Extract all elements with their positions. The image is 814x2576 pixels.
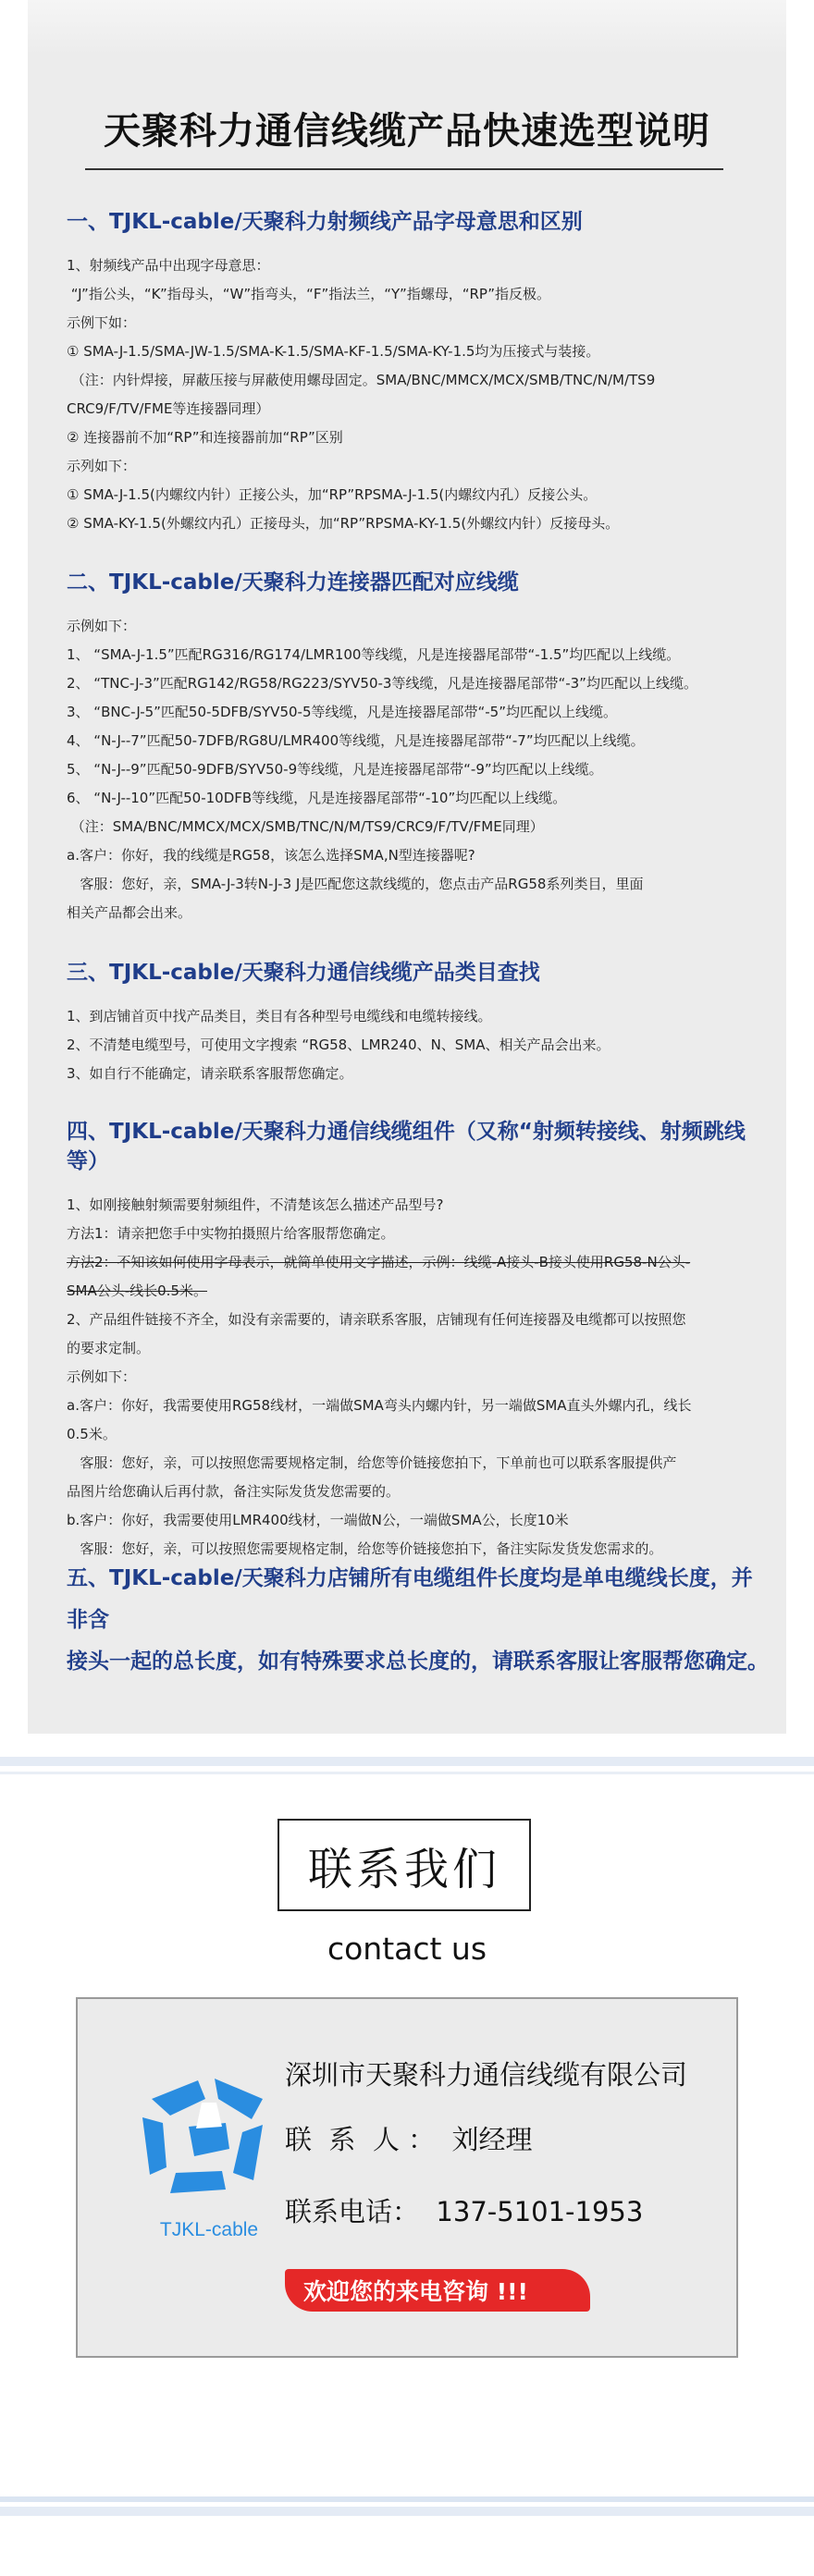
section-4-line: 客服：您好，亲，可以按照您需要规格定制，给您等价链接您拍下，下单前也可以联系客服提供产	[67, 1454, 677, 1471]
section-1-line: ① SMA-J-1.5(内螺纹内针）正接公头，加“RP”RPSMA-J-1.5(内螺纹内孔）反接公头。	[67, 486, 598, 503]
separator-band	[0, 1757, 814, 1766]
section-2-line: 3、 “BNC-J-5”匹配50-5DFB/SYV50-5等线缆，凡是连接器尾部带“-5”均匹配以上线缆。	[67, 704, 617, 720]
section-5-line-2: 接头一起的总长度，如有特殊要求总长度的，请联系客服让客服帮您确定。	[67, 1650, 769, 1674]
section-1-line: “J”指公头，“K”指母头，“W”指弯头，“F”指法兰，“Y”指螺母，“RP”指反极。	[67, 286, 551, 302]
section-4-line: 方法1：请亲把您手中实物拍摄照片给客服帮您确定。	[67, 1225, 395, 1242]
section-1-line: 1、射频线产品中出现字母意思：	[67, 257, 270, 274]
section-1-line: （注：内针焊接，屏蔽压接与屏蔽使用螺母固定。SMA/BNC/MMCX/MCX/SMB/TNC/N/M/TS9	[67, 372, 656, 388]
section-5	[67, 1558, 770, 1683]
section-4-body	[67, 1191, 770, 1564]
title-underline	[85, 168, 723, 170]
section-4-line: 0.5米。	[67, 1426, 117, 1442]
section-2-line: 5、 “N-J--9”匹配50-9DFB/SYV50-9等线缆，凡是连接器尾部带“-9”均匹配以上线缆。	[67, 761, 603, 778]
bottom-separator-line	[0, 2496, 814, 2502]
section-2-line: 相关产品都会出来。	[67, 904, 192, 921]
contact-subheading: contact us	[327, 1931, 487, 1967]
contact-phone: 联系电话： 137-5101-1953	[285, 2196, 644, 2227]
contact-heading: 联系我们	[278, 1819, 531, 1911]
section-3-line: 1、到店铺首页中找产品类目，类目有各种型号电缆线和电缆转接线。	[67, 1008, 492, 1024]
section-4-line: 客服：您好，亲，可以按照您需要规格定制，给您等价链接您拍下，备注实际发货发您需求的。	[67, 1540, 663, 1557]
company-logo-icon	[133, 2071, 281, 2201]
section-2-line: 6、 “N-J--10”匹配50-10DFB等线缆，凡是连接器尾部带“-10”均匹配以上线缆。	[67, 790, 567, 806]
section-4-line: b.客户：你好，我需要使用LMR400线材，一端做N公，一端做SMA公，长度10米	[67, 1512, 569, 1528]
section-5-line-1: 五、TJKL-cable/天聚科力店铺所有电缆组件长度均是单电缆线长度，并非含	[67, 1566, 753, 1632]
section-2-line: 4、 “N-J--7”匹配50-7DFB/RG8U/LMR400等线缆，凡是连接器尾部带“-7”均匹配以上线缆。	[67, 732, 645, 749]
section-2-line: a.客户：你好，我的线缆是RG58，该怎么选择SMA,N型连接器呢?	[67, 847, 475, 864]
section-1-line: ② SMA-KY-1.5(外螺纹内孔）正接母头，加“RP”RPSMA-KY-1.5(外螺纹内针）反接母头。	[67, 515, 620, 532]
section-2-line: 2、 “TNC-J-3”匹配RG142/RG58/RG223/SYV50-3等线缆，凡是连接器尾部带“-3”均匹配以上线缆。	[67, 675, 697, 692]
logo-text: TJKL-cable	[159, 2219, 259, 2240]
section-4-line: 的要求定制。	[67, 1340, 151, 1356]
section-3-heading: 三、TJKL-cable/天聚科力通信线缆产品类目查找	[67, 961, 540, 985]
section-4-line: 示例如下：	[67, 1368, 137, 1385]
section-2-body	[67, 612, 770, 927]
welcome-banner: 欢迎您的来电咨询 !!!	[285, 2269, 590, 2312]
section-1-body	[67, 251, 770, 538]
page-title: 天聚科力通信线缆产品快速选型说明	[104, 110, 710, 153]
section-3	[67, 958, 770, 1088]
section-1-line: CRC9/F/TV/FME等连接器同理）	[67, 400, 270, 417]
section-4	[67, 1117, 770, 1564]
section-4-line: 1、如刚接触射频需要射频组件，不清楚该怎么描述产品型号?	[67, 1196, 444, 1213]
section-3-line: 2、不清楚电缆型号，可使用文字搜索 “RG58、LMR240、N、SMA、相关产品会出来。	[67, 1037, 610, 1053]
section-1-heading: 一、TJKL-cable/天聚科力射频线产品字母意思和区别	[67, 210, 583, 234]
section-2-line: 示例如下：	[67, 618, 137, 634]
section-3-body	[67, 1002, 770, 1088]
section-4-heading: 四、TJKL-cable/天聚科力通信线缆组件（又称“射频转接线、射频跳线等）	[67, 1120, 746, 1173]
section-1-line: 示例下如：	[67, 314, 137, 331]
contact-card	[76, 1997, 738, 2358]
contact-person: 联 系 人 ： 刘经理	[285, 2124, 533, 2155]
section-1-line: ① SMA-J-1.5/SMA-JW-1.5/SMA-K-1.5/SMA-KF-1.5/SMA-KY-1.5均为压接式与装接。	[67, 343, 600, 360]
section-3-line: 3、如自行不能确定，请亲联系客服帮您确定。	[67, 1065, 353, 1082]
section-4-line: 2、产品组件链接不齐全，如没有亲需要的，请亲联系客服，店铺现有任何连接器及电缆都可以按照您	[67, 1311, 686, 1328]
section-2-line: 客服：您好，亲，SMA-J-3转N-J-3 J是匹配您这款线缆的，您点击产品RG58系列类目，里面	[67, 876, 644, 892]
section-1-line: 示列如下：	[67, 458, 137, 474]
bottom-separator-band	[0, 2507, 814, 2516]
company-name: 深圳市天聚科力通信线缆有限公司	[285, 2059, 688, 2091]
section-2-heading: 二、TJKL-cable/天聚科力连接器匹配对应线缆	[67, 570, 519, 595]
section-2-line: 1、 “SMA-J-1.5”匹配RG316/RG174/LMR100等线缆，凡是连接器尾部带“-1.5”均匹配以上线缆。	[67, 646, 681, 663]
section-1-line: ② 连接器前不加“RP”和连接器前加“RP”区别	[67, 429, 343, 446]
section-1	[67, 207, 770, 538]
section-2	[67, 568, 770, 927]
section-2-line: （注：SMA/BNC/MMCX/MCX/SMB/TNC/N/M/TS9/CRC9/F/TV/FME同理）	[67, 818, 544, 835]
section-4-line: SMA公头-线长0.5米。	[67, 1282, 207, 1299]
panel-top-fade	[28, 0, 786, 55]
section-4-line: a.客户：你好，我需要使用RG58线材，一端做SMA弯头内螺内针，另一端做SMA直头外螺内孔，线长	[67, 1397, 692, 1414]
section-4-line: 方法2：不知该如何使用字母表示，就简单使用文字描述，示例：线缆-A接头-B接头使用RG58-N公头-	[67, 1254, 691, 1270]
section-4-line: 品图片给您确认后再付款，备注实际发货发您需要的。	[67, 1483, 401, 1500]
separator-line	[0, 1772, 814, 1774]
